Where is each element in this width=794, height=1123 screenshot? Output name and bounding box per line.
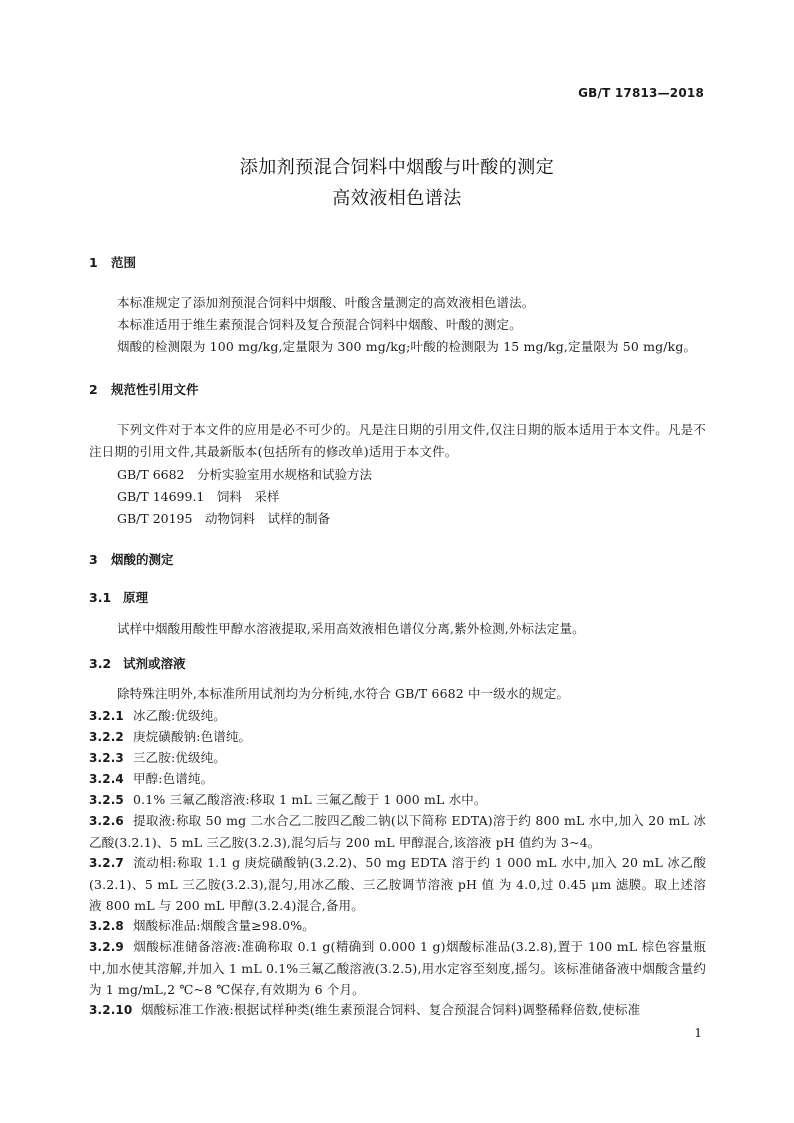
- clause-text: 烟酸标准品:烟酸含量≥98.0%。: [133, 918, 315, 933]
- section-number: 3: [89, 552, 98, 567]
- section-3-1-heading: [89, 588, 148, 606]
- section-3-2-heading: [89, 654, 186, 672]
- paragraph: 本标准规定了添加剂预混合饲料中烟酸、叶酸含量测定的高效液相色谱法。: [117, 295, 535, 310]
- clause-number: 3.2.4: [89, 772, 124, 786]
- paragraph: 试样中烟酸用酸性甲醇水溶液提取,采用高效液相色谱仪分离,紫外检测,外标法定量。: [117, 621, 585, 636]
- clause-text: 流动相:称取 1.1 g 庚烷磺酸钠(3.2.2)、50 mg EDTA 溶于约 1 000 mL 水中,加入 20 mL 冰乙酸(3.2.1)、5 mL 三乙胺(3.2.3),混匀,用冰乙酸、三乙胺调节溶液 pH 值 为 4.0,过 0.45 μm 滤膜。取上述溶液 800 mL 与 200 mL 甲醇(3.2.4)混合,备用。: [89, 855, 706, 913]
- standard-code: GB/T 17813—2018: [578, 86, 704, 100]
- clause-text: 烟酸标准储备溶液:准确称取 0.1 g(精确到 0.000 1 g)烟酸标准品(3.2.8),置于 100 mL 棕色容量瓶中,加水使其溶解,并加入 1 mL 0.1%三氟乙酸溶液(3.2.5),用水定容至刻度,摇匀。该标准储备液中烟酸含量约为 1 mg/mL,2 ℃~8 ℃保存,有效期为 6 个月。: [89, 939, 706, 997]
- clause-item: [89, 747, 706, 769]
- clause-text: 0.1% 三氟乙酸溶液:移取 1 mL 三氟乙酸于 1 000 mL 水中。: [133, 792, 487, 807]
- clause-item: [89, 852, 706, 916]
- clause-number: 3.2.10: [89, 1003, 133, 1017]
- reference-item: GB/T 14699.1 饲料 采样: [117, 489, 280, 504]
- clause-text: 三乙胺:优级纯。: [133, 750, 226, 765]
- clause-text: 提取液:称取 50 mg 二水合乙二胺四乙酸二钠(以下简称 EDTA)溶于约 800 mL 水中,加入 20 mL 冰乙酸(3.2.1)、5 mL 三乙胺(3.2.3),混匀后与 200 mL 甲醇混合,该溶液 pH 值约为 3~4。: [89, 813, 706, 850]
- section-number: 3.1: [89, 590, 112, 605]
- section-number: 2: [89, 382, 98, 397]
- reference-item: GB/T 6682 分析实验室用水规格和试验方法: [117, 467, 373, 482]
- clause-number: 3.2.9: [89, 940, 124, 954]
- clause-item: [89, 936, 706, 1000]
- section-title: 原理: [123, 590, 149, 605]
- clause-text: 甲醇:色谱纯。: [133, 771, 214, 786]
- section-title: 范围: [111, 255, 137, 270]
- clause-item: [89, 768, 706, 790]
- paragraph: 烟酸的检测限为 100 mg/kg,定量限为 300 mg/kg;叶酸的检测限为 15 mg/kg,定量限为 50 mg/kg。: [117, 339, 697, 354]
- clause-item: [89, 726, 706, 748]
- document-title-line1: 添加剂预混合饲料中烟酸与叶酸的测定: [239, 157, 555, 178]
- section-title: 烟酸的测定: [111, 552, 174, 567]
- paragraph: 下列文件对于本文件的应用是必不可少的。凡是注日期的引用文件,仅注日期的版本适用于本文件。凡是不注日期的引用文件,其最新版本(包括所有的修改单)适用于本文件。: [89, 422, 706, 459]
- section-title: 试剂或溶液: [123, 656, 186, 671]
- clause-number: 3.2.6: [89, 814, 124, 828]
- clause-item: [89, 915, 706, 937]
- paragraph: 本标准适用于维生素预混合饲料及复合预混合饲料中烟酸、叶酸的测定。: [117, 317, 522, 332]
- clause-text: 冰乙酸:优级纯。: [133, 708, 226, 723]
- section-3-heading: [89, 550, 174, 568]
- clause-number: 3.2.1: [89, 709, 124, 723]
- clause-number: 3.2.8: [89, 919, 124, 933]
- section-2-heading: [89, 380, 199, 398]
- reference-item: GB/T 20195 动物饲料 试样的制备: [117, 511, 330, 526]
- clause-text: 庚烷磺酸钠:色谱纯。: [133, 729, 252, 744]
- paragraph: 除特殊注明外,本标准所用试剂均为分析纯,水符合 GB/T 6682 中一级水的规定。: [117, 686, 570, 701]
- document-title-line2: 高效液相色谱法: [332, 188, 462, 209]
- clause-number: 3.2.3: [89, 751, 124, 765]
- section-1-heading: [89, 253, 136, 271]
- clause-item: [89, 789, 706, 811]
- clause-number: 3.2.2: [89, 730, 124, 744]
- page-number: 1: [694, 1026, 702, 1040]
- section-number: 1: [89, 255, 98, 270]
- clause-number: 3.2.7: [89, 856, 124, 870]
- clause-item: [89, 705, 706, 727]
- section-number: 3.2: [89, 656, 112, 671]
- clause-number: 3.2.5: [89, 793, 124, 807]
- clause-text: 烟酸标准工作液:根据试样种类(维生素预混合饲料、复合预混合饲料)调整稀释倍数,使标准: [141, 1002, 641, 1017]
- clause-item: [89, 810, 706, 853]
- section-title: 规范性引用文件: [111, 382, 199, 397]
- clause-item: [89, 999, 706, 1020]
